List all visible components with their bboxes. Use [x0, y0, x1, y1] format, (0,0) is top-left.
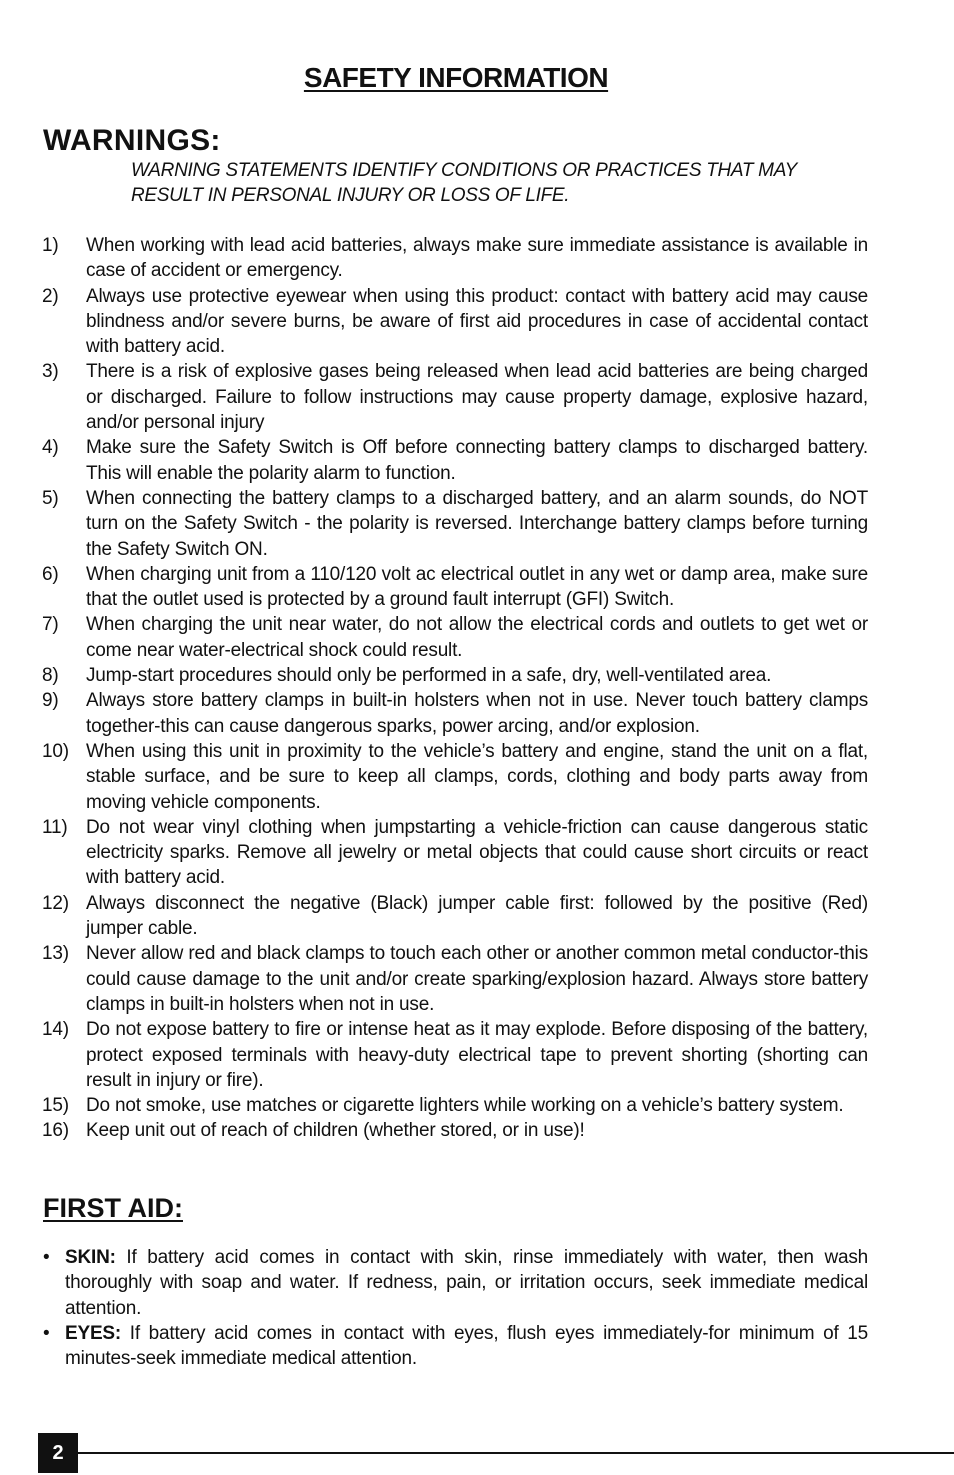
item-text: When connecting the battery clamps to a discharged battery, and an alarm sounds, do NOT turn on the Safety Switch - the polarity is reversed. Interchange battery clamps before turning the Safety Switch ON.	[86, 487, 868, 560]
warnings-subtitle: WARNING STATEMENTS IDENTIFY CONDITIONS OR PRACTICES THAT MAY RESULT IN PERSONAL INJURY OR LOSS OF LIFE.	[131, 160, 797, 206]
item-text: When using this unit in proximity to the vehicle’s battery and engine, stand the unit on a flat, stable surface, and be sure to keep all clamps, cords, clothing and body parts away from moving vehicle components.	[86, 740, 868, 813]
item-number: 10)	[42, 740, 69, 762]
warning-item	[42, 1017, 868, 1093]
item-number: 16)	[42, 1120, 69, 1142]
warning-item	[42, 284, 868, 360]
first-aid-body: If battery acid comes in contact with eyes, flush eyes immediately-for minimum of 15 minutes-seek immediate medical attention.	[65, 1322, 868, 1370]
item-text: Always disconnect the negative (Black) jumper cable first: followed by the positive (Red) jumper cable.	[86, 892, 868, 940]
item-text: Do not smoke, use matches or cigarette lighters while working on a vehicle’s battery system.	[86, 1095, 844, 1117]
page-number: 2	[38, 1433, 78, 1473]
warning-item	[42, 663, 868, 688]
warning-item	[42, 739, 868, 815]
item-text: Always use protective eyewear when using this product: contact with battery acid may cause blindness and/or severe burns, be aware of first aid procedures in case of accidental contact with battery acid.	[86, 285, 868, 358]
item-number: 2)	[42, 285, 59, 307]
item-number: 13)	[42, 943, 69, 965]
item-text: Keep unit out of reach of children (whether stored, or in use)!	[86, 1120, 585, 1142]
item-text: When charging unit from a 110/120 volt ac electrical outlet in any wet or damp area, make sure that the outlet used is protected by a ground fault interrupt (GFI) Switch.	[86, 563, 868, 611]
item-number: 11)	[42, 816, 68, 838]
warning-item	[42, 435, 868, 486]
warning-item	[42, 891, 868, 942]
item-text: Do not expose battery to fire or intense heat as it may explode. Before disposing of the battery, protect exposed terminals with heavy-duty electrical tape to prevent shorting (shorting can result in injury or fire).	[86, 1019, 868, 1091]
item-number: 14)	[42, 1019, 69, 1041]
item-number: 9)	[42, 690, 59, 712]
first-aid-item	[43, 1321, 868, 1372]
warning-item	[42, 1093, 868, 1118]
warning-item	[42, 688, 868, 739]
first-aid-label: EYES:	[65, 1322, 122, 1344]
warning-item	[42, 941, 868, 1017]
item-number: 7)	[42, 614, 59, 636]
warnings-heading: WARNINGS:	[43, 124, 221, 157]
warning-item	[42, 233, 868, 284]
item-number: 1)	[42, 235, 59, 256]
item-text: Make sure the Safety Switch is Off before connecting battery clamps to discharged battery. This will enable the polarity alarm to function.	[86, 437, 868, 484]
footer-rule	[78, 1452, 954, 1454]
item-text: When charging the unit near water, do not allow the electrical cords and outlets to get wet or come near water-electrical shock could result.	[86, 614, 868, 661]
warning-item	[42, 815, 868, 891]
warning-item	[42, 486, 868, 562]
first-aid-item	[43, 1245, 868, 1321]
item-text: Jump-start procedures should only be performed in a safe, dry, well-ventilated area.	[86, 665, 772, 687]
warning-item	[42, 1118, 868, 1143]
item-text: Never allow red and black clamps to touch each other or another common metal conductor-this could cause damage to the unit and/or create sparking/explosion hazard. Always store battery clamps in built-in holsters when not in use.	[86, 943, 868, 1015]
first-aid-heading: FIRST AID:	[43, 1193, 183, 1223]
item-number: 6)	[42, 563, 59, 585]
item-number: 4)	[42, 437, 59, 459]
item-text: When working with lead acid batteries, always make sure immediate assistance is available in case of accident or emergency.	[86, 235, 868, 282]
item-number: 3)	[42, 361, 59, 383]
item-number: 15)	[42, 1095, 69, 1117]
first-aid-text	[65, 1321, 868, 1372]
warning-item	[42, 612, 868, 663]
bullet-icon: •	[43, 1322, 50, 1344]
item-text: Always store battery clamps in built-in holsters when not in use. Never touch battery clamps together-this can cause dangerous sparks, power arcing, and/or explosion.	[86, 690, 868, 737]
first-aid-body: If battery acid comes in contact with skin, rinse immediately with water, then wash thoroughly with soap and water. If redness, pain, or irritation occurs, seek immediate medical attention.	[65, 1247, 868, 1319]
item-number: 12)	[42, 892, 69, 914]
item-text: There is a risk of explosive gases being released when lead acid batteries are being charged or discharged. Failure to follow instructions may cause property damage, explosive hazard, and/or personal injury	[86, 361, 868, 434]
first-aid-text	[65, 1245, 868, 1321]
item-number: 5)	[42, 487, 59, 509]
page-title: SAFETY INFORMATION	[303, 62, 609, 93]
warning-item	[42, 562, 868, 613]
bullet-icon: •	[43, 1247, 50, 1268]
item-number: 8)	[42, 665, 59, 687]
item-text: Do not wear vinyl clothing when jumpstarting a vehicle-friction can cause dangerous static electricity sparks. Remove all jewelry or metal objects that could cause short circuits or react with battery acid.	[86, 816, 868, 889]
warnings-list	[42, 233, 868, 1144]
first-aid-list	[43, 1245, 868, 1371]
warning-item	[42, 359, 868, 435]
first-aid-label: SKIN:	[65, 1247, 116, 1268]
